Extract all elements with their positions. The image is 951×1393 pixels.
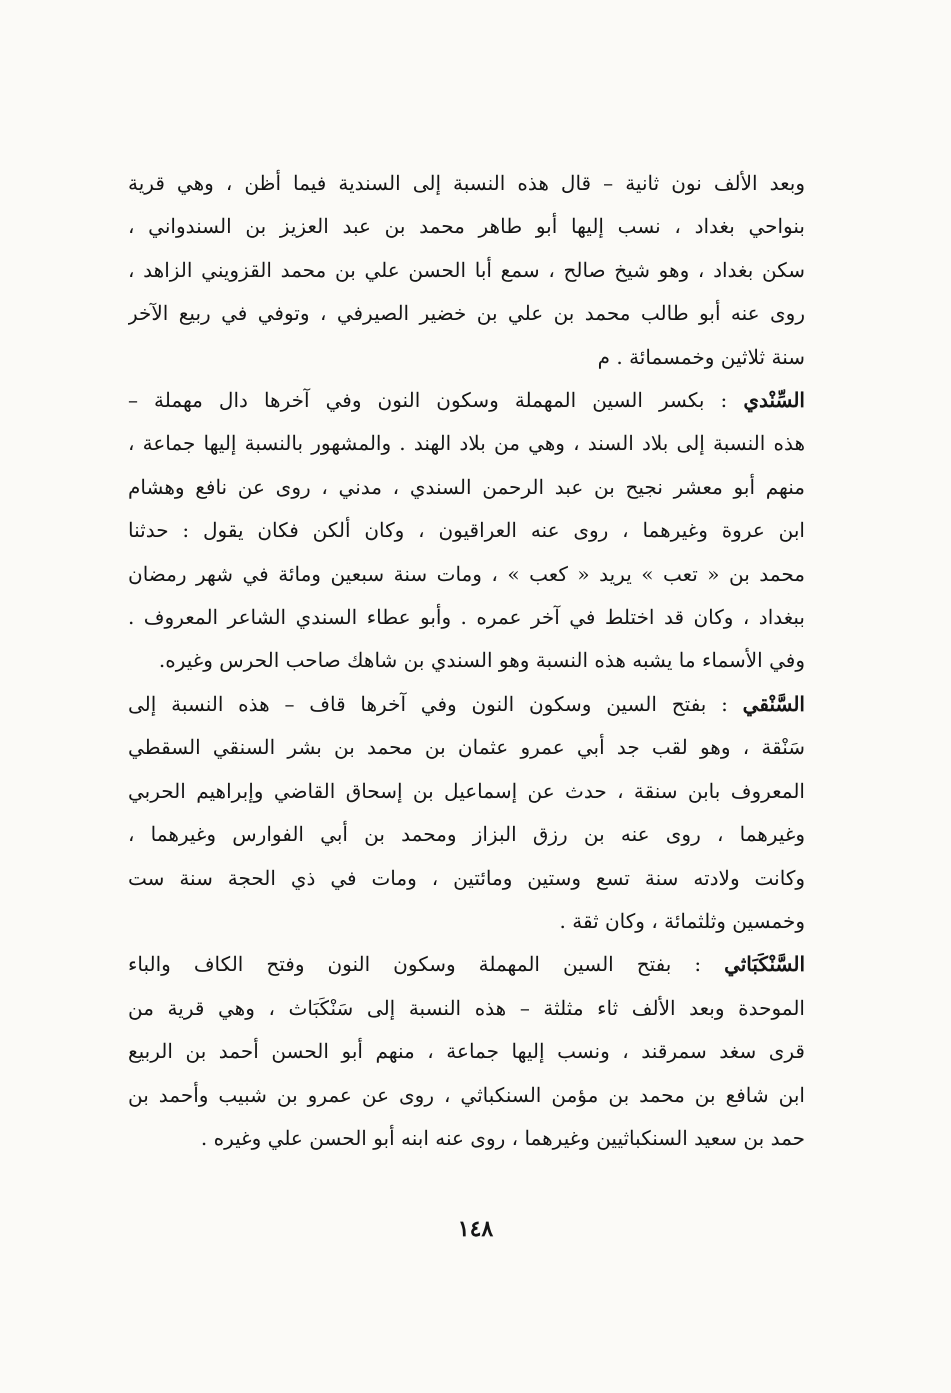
text-line: ابن عروة وغيرهما ، روى عنه العراقيون ، وكان ألكن فكان يقول : حدثنا <box>128 518 805 543</box>
text-line: محمد بن « تعب » يريد « كعب » ، ومات سنة سبعين ومائة في شهر رمضان <box>128 561 805 586</box>
entry-heading-line <box>128 683 805 726</box>
text-line: وكانت ولادته سنة تسع وستين ومائتين ، ومات في ذي الحجة سنة ست <box>128 865 805 890</box>
entry-al-sankabathi <box>128 943 805 1160</box>
entry-term: السَّنْكَبَاثي <box>724 952 805 977</box>
text-line: وخمسين وثلثمائة ، وكان ثقة . <box>559 908 805 933</box>
entry-heading-text: : بفتح السين وسكون النون وفي آخرها قاف – هذه النسبة إلى <box>128 691 743 716</box>
text-line: ابن شافع بن محمد بن مؤمن السنكباثي ، روى عن عمرو بن شبيب وأحمد بن <box>128 1082 805 1107</box>
text-line: وغيرهما ، روى عنه بن رزق البزاز ومحمد بن أبي الفوارس وغيرهما ، <box>128 822 805 847</box>
entry-al-sindi <box>128 379 805 683</box>
page-body <box>128 162 805 1160</box>
text-line: روى عنه أبو طالب محمد بن علي بن خضير الصيرفي ، وتوفي في ربيع الآخر <box>128 301 805 326</box>
entry-term: السَّنْقي <box>742 691 805 716</box>
text-line: سنة ثلاثين وخمسمائة . م <box>597 344 805 369</box>
entry-al-sanqi <box>128 683 805 943</box>
entry-heading-text: : بكسر السين المهملة وسكون النون وفي آخرها دال مهملة – <box>128 388 744 413</box>
entry-heading-text: : بفتح السين المهملة وسكون النون وفتح الكاف والباء <box>128 952 725 977</box>
entry-heading-line <box>128 379 805 422</box>
text-line: قرى سغد سمرقند ، ونسب إليها جماعة ، منهم أبو الحسن أحمد بن الربيع <box>128 1039 805 1064</box>
text-line: وبعد الألف نون ثانية – قال هذه النسبة إلى السندية فيما أظن ، وهي قرية <box>128 171 805 195</box>
entry-continuation <box>128 162 805 379</box>
text-line: منهم أبو معشر نجيح بن عبد الرحمن السندي ، مدني ، روى عن نافع وهشام <box>128 474 805 499</box>
page-number: ١٤٨ <box>457 1216 494 1242</box>
entry-heading-line <box>128 943 805 986</box>
entry-term: السِّنْدي <box>743 388 805 413</box>
text-line: وفي الأسماء ما يشبه هذه النسبة وهو السندي بن شاهك صاحب الحرس وغيره. <box>158 648 805 673</box>
text-line: المعروف بابن سنقة ، حدث عن إسماعيل بن إسحاق القاضي وإبراهيم الحربي <box>128 778 805 803</box>
text-line: حمد بن سعيد السنكباثيين وغيرهما ، روى عنه ابنه أبو الحسن علي وغيره . <box>200 1125 805 1150</box>
text-line: ببغداد ، وكان قد اختلط في آخر عمره . وأبو عطاء السندي الشاعر المعروف . <box>128 605 805 630</box>
text-line: سكن بغداد ، وهو شيخ صالح ، سمع أبا الحسن علي بن محمد القزويني الزاهد ، <box>128 257 805 282</box>
text-line: سَنْقة ، وهو لقب جد أبي عمرو عثمان بن محمد بن بشر السنقي السقطي <box>128 735 805 760</box>
text-line: الموحدة وبعد الألف ثاء مثلثة – هذه النسبة إلى سَنْكَبَاث ، وهي قرية من <box>128 995 805 1020</box>
text-line: بنواحي بغداد ، نسب إليها أبو طاهر محمد بن عبد العزيز بن السندواني ، <box>128 214 805 239</box>
text-line: هذه النسبة إلى بلاد السند ، وهي من بلاد الهند . والمشهور بالنسبة إليها جماعة ، <box>128 431 805 456</box>
